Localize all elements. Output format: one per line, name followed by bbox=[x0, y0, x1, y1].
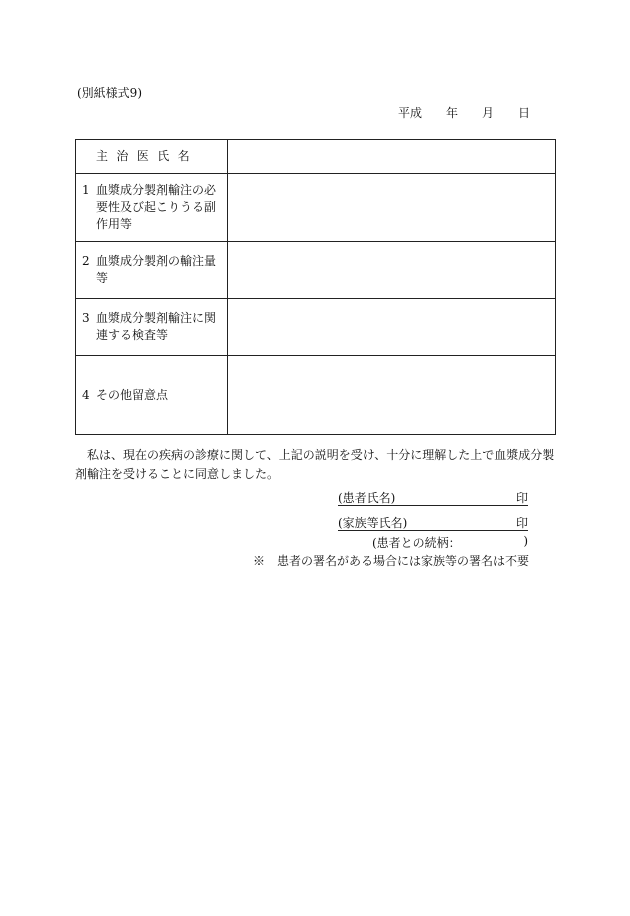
patient-signature-line[interactable] bbox=[338, 489, 528, 506]
item-3-content-field[interactable] bbox=[228, 299, 556, 356]
item-2-content-field[interactable] bbox=[228, 242, 556, 299]
family-name-label: (家族等氏名) bbox=[338, 516, 408, 530]
item-2-text: 血漿成分製剤の輸注量等 bbox=[96, 254, 217, 285]
table-row-item-2 bbox=[76, 242, 556, 299]
item-3-number: 3 bbox=[82, 311, 90, 325]
patient-seal-mark: 印 bbox=[515, 491, 528, 505]
item-1-number: 1 bbox=[82, 183, 90, 197]
item-1-label bbox=[82, 182, 225, 233]
item-4-label-cell bbox=[76, 356, 228, 435]
relationship-close-paren: ) bbox=[523, 534, 528, 548]
item-1-text: 血漿成分製剤輸注の必要性及び起こりうる副作用等 bbox=[96, 183, 217, 231]
table-row-item-3 bbox=[76, 299, 556, 356]
item-3-label bbox=[82, 310, 225, 344]
item-4-label bbox=[82, 387, 225, 404]
item-4-text: その他留意点 bbox=[96, 387, 169, 402]
signature-note: ※ 患者の署名がある場合には家族等の署名は不要 bbox=[253, 554, 530, 568]
item-2-label bbox=[82, 253, 225, 287]
table-row-item-1 bbox=[76, 174, 556, 242]
consent-statement: 私は、現在の疾病の診療に関して、上記の説明を受け、十分に理解した上で血漿成分製剤輸注を受けることに同意しました。 bbox=[75, 448, 555, 481]
item-2-number: 2 bbox=[82, 254, 90, 268]
date-line[interactable]: 平成 年 月 日 bbox=[398, 106, 531, 120]
item-2-label-cell bbox=[76, 242, 228, 299]
form-label: (別紙様式9) bbox=[77, 86, 142, 100]
explanation-table bbox=[75, 139, 556, 435]
doctor-label-cell bbox=[76, 140, 228, 174]
relationship-label: (患者との続柄： bbox=[372, 536, 461, 550]
item-3-text: 血漿成分製剤輸注に関連する検査等 bbox=[96, 311, 217, 342]
item-4-content-field[interactable] bbox=[228, 356, 556, 435]
family-signature-line[interactable] bbox=[338, 514, 528, 531]
table-row-doctor bbox=[76, 140, 556, 174]
item-1-label-cell bbox=[76, 174, 228, 242]
family-seal-mark: 印 bbox=[515, 516, 528, 530]
item-3-label-cell bbox=[76, 299, 228, 356]
doctor-label: 主治医氏名 bbox=[96, 149, 199, 163]
patient-name-label: (患者氏名) bbox=[338, 491, 396, 505]
table-row-item-4 bbox=[76, 356, 556, 435]
item-1-content-field[interactable] bbox=[228, 174, 556, 242]
doctor-name-field[interactable] bbox=[228, 140, 556, 174]
item-4-number: 4 bbox=[82, 387, 90, 402]
